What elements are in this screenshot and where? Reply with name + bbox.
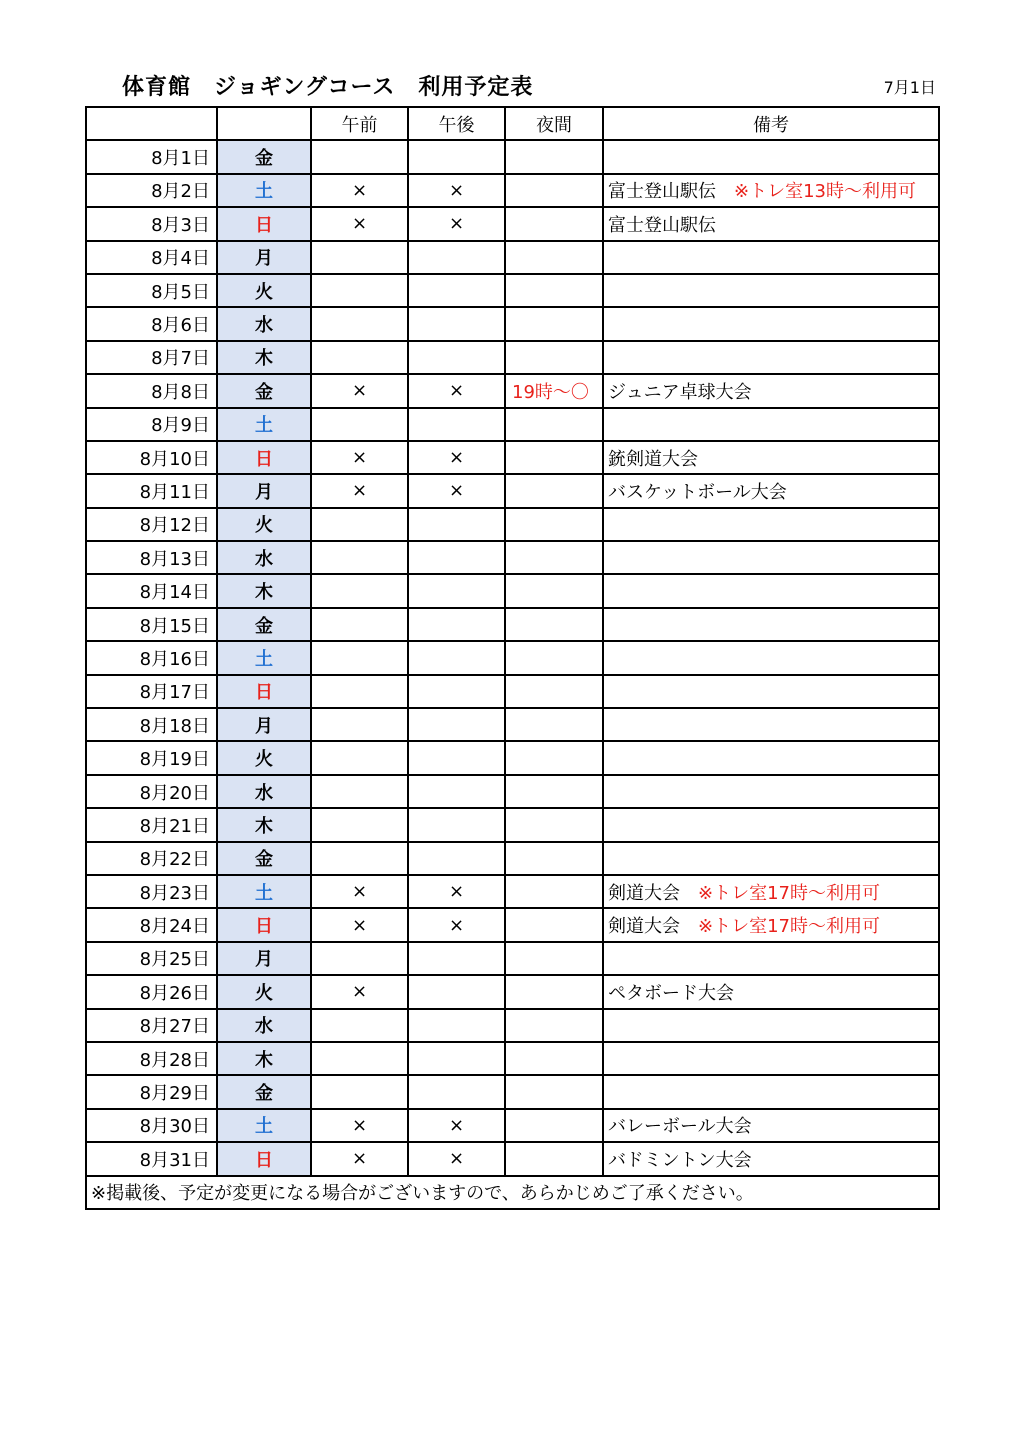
afternoon-cell bbox=[408, 508, 505, 541]
night-cell bbox=[505, 541, 603, 574]
notes-cell bbox=[603, 842, 939, 875]
night-cell bbox=[505, 608, 603, 641]
afternoon-cell bbox=[408, 775, 505, 808]
afternoon-cell bbox=[408, 708, 505, 741]
date-cell: 8月23日 bbox=[86, 875, 217, 908]
night-cell bbox=[505, 775, 603, 808]
notes-cell bbox=[603, 474, 939, 507]
table-row bbox=[86, 608, 939, 641]
note-text: 富士登山駅伝 bbox=[608, 214, 716, 236]
weekday-cell: 火 bbox=[217, 508, 311, 541]
night-cell bbox=[505, 508, 603, 541]
notes-cell bbox=[603, 508, 939, 541]
table-row bbox=[86, 975, 939, 1008]
morning-cell: × bbox=[311, 975, 408, 1008]
notes-cell bbox=[603, 574, 939, 607]
afternoon-cell: × bbox=[408, 875, 505, 908]
afternoon-cell: × bbox=[408, 1109, 505, 1142]
note-warning: ※トレ室17時～利用可 bbox=[698, 916, 880, 938]
night-cell bbox=[505, 1009, 603, 1042]
morning-cell bbox=[311, 508, 408, 541]
header-row bbox=[86, 107, 939, 140]
weekday-cell: 日 bbox=[217, 441, 311, 474]
morning-cell: × bbox=[311, 1142, 408, 1175]
night-cell bbox=[505, 908, 603, 941]
night-cell bbox=[505, 174, 603, 207]
notes-cell bbox=[603, 1142, 939, 1175]
note-text: 剣道大会 bbox=[608, 882, 698, 904]
notes-cell bbox=[603, 608, 939, 641]
table-row bbox=[86, 1109, 939, 1142]
afternoon-cell bbox=[408, 1075, 505, 1108]
morning-cell bbox=[311, 1075, 408, 1108]
footer-row bbox=[86, 1176, 939, 1209]
notes-cell bbox=[603, 808, 939, 841]
weekday-cell: 金 bbox=[217, 842, 311, 875]
weekday-cell: 月 bbox=[217, 708, 311, 741]
table-row bbox=[86, 341, 939, 374]
night-cell bbox=[505, 708, 603, 741]
morning-cell bbox=[311, 307, 408, 340]
notes-cell bbox=[603, 708, 939, 741]
night-cell bbox=[505, 842, 603, 875]
notes-cell bbox=[603, 675, 939, 708]
morning-cell bbox=[311, 741, 408, 774]
table-row bbox=[86, 708, 939, 741]
table-row bbox=[86, 441, 939, 474]
afternoon-cell bbox=[408, 1042, 505, 1075]
notes-cell bbox=[603, 307, 939, 340]
table-row bbox=[86, 574, 939, 607]
weekday-cell: 金 bbox=[217, 1075, 311, 1108]
morning-cell bbox=[311, 808, 408, 841]
note-text: ジュニア卓球大会 bbox=[608, 381, 752, 403]
night-cell bbox=[505, 675, 603, 708]
date-cell: 8月10日 bbox=[86, 441, 217, 474]
morning-cell: × bbox=[311, 875, 408, 908]
afternoon-cell bbox=[408, 842, 505, 875]
note-text: バドミントン大会 bbox=[608, 1149, 752, 1171]
morning-cell: × bbox=[311, 207, 408, 240]
weekday-cell: 土 bbox=[217, 408, 311, 441]
date-cell: 8月29日 bbox=[86, 1075, 217, 1108]
afternoon-cell: × bbox=[408, 441, 505, 474]
table-row bbox=[86, 140, 939, 173]
morning-cell bbox=[311, 541, 408, 574]
weekday-cell: 木 bbox=[217, 1042, 311, 1075]
date-cell: 8月3日 bbox=[86, 207, 217, 240]
notes-cell bbox=[603, 1042, 939, 1075]
morning-cell bbox=[311, 641, 408, 674]
table-row bbox=[86, 541, 939, 574]
note-warning: ※トレ室13時～利用可 bbox=[734, 181, 916, 203]
night-cell bbox=[505, 241, 603, 274]
date-cell: 8月9日 bbox=[86, 408, 217, 441]
notes-cell bbox=[603, 341, 939, 374]
notes-cell bbox=[603, 441, 939, 474]
notes-cell bbox=[603, 942, 939, 975]
table-row bbox=[86, 508, 939, 541]
table-row bbox=[86, 641, 939, 674]
date-cell: 8月13日 bbox=[86, 541, 217, 574]
date-cell: 8月30日 bbox=[86, 1109, 217, 1142]
afternoon-cell bbox=[408, 641, 505, 674]
weekday-cell: 日 bbox=[217, 908, 311, 941]
notes-cell bbox=[603, 541, 939, 574]
night-cell bbox=[505, 1109, 603, 1142]
table-row bbox=[86, 1075, 939, 1108]
night-cell bbox=[505, 207, 603, 240]
weekday-cell: 水 bbox=[217, 775, 311, 808]
weekday-cell: 火 bbox=[217, 741, 311, 774]
night-cell bbox=[505, 307, 603, 340]
header-cell-dow bbox=[217, 107, 311, 140]
date-cell: 8月2日 bbox=[86, 174, 217, 207]
night-cell bbox=[505, 741, 603, 774]
afternoon-cell bbox=[408, 1009, 505, 1042]
date-cell: 8月1日 bbox=[86, 140, 217, 173]
night-cell bbox=[505, 641, 603, 674]
morning-cell: × bbox=[311, 908, 408, 941]
note-text: 銃剣道大会 bbox=[608, 448, 698, 470]
date-cell: 8月18日 bbox=[86, 708, 217, 741]
night-cell bbox=[505, 1142, 603, 1175]
notes-cell bbox=[603, 174, 939, 207]
afternoon-cell: × bbox=[408, 207, 505, 240]
weekday-cell: 土 bbox=[217, 174, 311, 207]
notes-cell bbox=[603, 975, 939, 1008]
table-row bbox=[86, 808, 939, 841]
night-cell bbox=[505, 140, 603, 173]
morning-cell bbox=[311, 574, 408, 607]
weekday-cell: 月 bbox=[217, 474, 311, 507]
night-cell: 19時～〇 bbox=[505, 374, 603, 407]
notes-cell bbox=[603, 374, 939, 407]
morning-cell bbox=[311, 408, 408, 441]
date-cell: 8月31日 bbox=[86, 1142, 217, 1175]
schedule-table bbox=[85, 106, 940, 1210]
afternoon-cell bbox=[408, 408, 505, 441]
night-cell bbox=[505, 341, 603, 374]
notes-cell bbox=[603, 908, 939, 941]
note-warning: ※トレ室17時～利用可 bbox=[698, 882, 880, 904]
morning-cell bbox=[311, 241, 408, 274]
notes-cell bbox=[603, 1009, 939, 1042]
notes-cell bbox=[603, 1109, 939, 1142]
weekday-cell: 金 bbox=[217, 374, 311, 407]
header-cell-pm: 午後 bbox=[408, 107, 505, 140]
issue-date: 7月1日 bbox=[883, 78, 936, 97]
weekday-cell: 火 bbox=[217, 274, 311, 307]
weekday-cell: 水 bbox=[217, 307, 311, 340]
table-row bbox=[86, 241, 939, 274]
night-cell bbox=[505, 975, 603, 1008]
table-row bbox=[86, 741, 939, 774]
night-cell bbox=[505, 441, 603, 474]
notes-cell bbox=[603, 274, 939, 307]
date-cell: 8月15日 bbox=[86, 608, 217, 641]
afternoon-cell bbox=[408, 274, 505, 307]
table-row bbox=[86, 408, 939, 441]
afternoon-cell bbox=[408, 541, 505, 574]
header-cell-am: 午前 bbox=[311, 107, 408, 140]
table-row bbox=[86, 775, 939, 808]
notes-cell bbox=[603, 875, 939, 908]
table-row bbox=[86, 875, 939, 908]
note-text: 剣道大会 bbox=[608, 916, 698, 938]
afternoon-cell bbox=[408, 574, 505, 607]
afternoon-cell bbox=[408, 140, 505, 173]
note-text: 富士登山駅伝 bbox=[608, 181, 734, 203]
footer-note: ※掲載後、予定が変更になる場合がございますので、あらかじめご了承ください。 bbox=[86, 1176, 939, 1209]
table-row bbox=[86, 474, 939, 507]
night-cell bbox=[505, 1075, 603, 1108]
night-cell bbox=[505, 808, 603, 841]
table-row bbox=[86, 207, 939, 240]
table-row bbox=[86, 1009, 939, 1042]
weekday-cell: 火 bbox=[217, 975, 311, 1008]
note-text: バスケットボール大会 bbox=[608, 481, 787, 503]
date-cell: 8月19日 bbox=[86, 741, 217, 774]
afternoon-cell bbox=[408, 307, 505, 340]
weekday-cell: 木 bbox=[217, 341, 311, 374]
notes-cell bbox=[603, 207, 939, 240]
morning-cell bbox=[311, 775, 408, 808]
header-cell-date bbox=[86, 107, 217, 140]
table-row bbox=[86, 1142, 939, 1175]
afternoon-cell: × bbox=[408, 1142, 505, 1175]
weekday-cell: 月 bbox=[217, 241, 311, 274]
morning-cell: × bbox=[311, 374, 408, 407]
weekday-cell: 木 bbox=[217, 574, 311, 607]
morning-cell bbox=[311, 708, 408, 741]
date-cell: 8月24日 bbox=[86, 908, 217, 941]
date-cell: 8月16日 bbox=[86, 641, 217, 674]
morning-cell bbox=[311, 608, 408, 641]
morning-cell: × bbox=[311, 441, 408, 474]
morning-cell: × bbox=[311, 1109, 408, 1142]
date-cell: 8月12日 bbox=[86, 508, 217, 541]
date-cell: 8月8日 bbox=[86, 374, 217, 407]
table-row bbox=[86, 307, 939, 340]
morning-cell bbox=[311, 341, 408, 374]
header-cell-notes: 備考 bbox=[603, 107, 939, 140]
date-cell: 8月26日 bbox=[86, 975, 217, 1008]
weekday-cell: 日 bbox=[217, 207, 311, 240]
weekday-cell: 日 bbox=[217, 675, 311, 708]
page-title: 体育館 ジョギングコース 利用予定表 bbox=[122, 75, 534, 100]
morning-cell bbox=[311, 842, 408, 875]
date-cell: 8月14日 bbox=[86, 574, 217, 607]
table-row bbox=[86, 274, 939, 307]
afternoon-cell bbox=[408, 975, 505, 1008]
date-cell: 8月25日 bbox=[86, 942, 217, 975]
table-row bbox=[86, 942, 939, 975]
morning-cell bbox=[311, 1009, 408, 1042]
table-row bbox=[86, 374, 939, 407]
table-row bbox=[86, 842, 939, 875]
date-cell: 8月5日 bbox=[86, 274, 217, 307]
morning-cell bbox=[311, 675, 408, 708]
date-cell: 8月6日 bbox=[86, 307, 217, 340]
afternoon-cell bbox=[408, 808, 505, 841]
afternoon-cell bbox=[408, 608, 505, 641]
afternoon-cell bbox=[408, 675, 505, 708]
weekday-cell: 土 bbox=[217, 1109, 311, 1142]
afternoon-cell bbox=[408, 241, 505, 274]
date-cell: 8月11日 bbox=[86, 474, 217, 507]
date-cell: 8月22日 bbox=[86, 842, 217, 875]
note-text: ペタボード大会 bbox=[608, 982, 734, 1004]
night-cell bbox=[505, 274, 603, 307]
table-row bbox=[86, 174, 939, 207]
afternoon-cell: × bbox=[408, 374, 505, 407]
date-cell: 8月21日 bbox=[86, 808, 217, 841]
notes-cell bbox=[603, 241, 939, 274]
morning-cell bbox=[311, 1042, 408, 1075]
morning-cell bbox=[311, 274, 408, 307]
table-row bbox=[86, 1042, 939, 1075]
night-cell bbox=[505, 474, 603, 507]
afternoon-cell: × bbox=[408, 174, 505, 207]
weekday-cell: 土 bbox=[217, 875, 311, 908]
weekday-cell: 金 bbox=[217, 140, 311, 173]
weekday-cell: 月 bbox=[217, 942, 311, 975]
table-row bbox=[86, 675, 939, 708]
morning-cell bbox=[311, 942, 408, 975]
night-cell bbox=[505, 408, 603, 441]
night-cell bbox=[505, 1042, 603, 1075]
afternoon-cell: × bbox=[408, 474, 505, 507]
note-text: バレーボール大会 bbox=[608, 1116, 752, 1138]
morning-cell: × bbox=[311, 174, 408, 207]
weekday-cell: 水 bbox=[217, 1009, 311, 1042]
date-cell: 8月20日 bbox=[86, 775, 217, 808]
morning-cell: × bbox=[311, 474, 408, 507]
weekday-cell: 水 bbox=[217, 541, 311, 574]
afternoon-cell: × bbox=[408, 908, 505, 941]
night-cell bbox=[505, 875, 603, 908]
afternoon-cell bbox=[408, 741, 505, 774]
notes-cell bbox=[603, 641, 939, 674]
night-cell bbox=[505, 942, 603, 975]
date-cell: 8月27日 bbox=[86, 1009, 217, 1042]
afternoon-cell bbox=[408, 942, 505, 975]
header-cell-night: 夜間 bbox=[505, 107, 603, 140]
weekday-cell: 土 bbox=[217, 641, 311, 674]
notes-cell bbox=[603, 1075, 939, 1108]
notes-cell bbox=[603, 140, 939, 173]
night-cell bbox=[505, 574, 603, 607]
weekday-cell: 木 bbox=[217, 808, 311, 841]
date-cell: 8月4日 bbox=[86, 241, 217, 274]
weekday-cell: 日 bbox=[217, 1142, 311, 1175]
date-cell: 8月17日 bbox=[86, 675, 217, 708]
notes-cell bbox=[603, 741, 939, 774]
notes-cell bbox=[603, 408, 939, 441]
weekday-cell: 金 bbox=[217, 608, 311, 641]
morning-cell bbox=[311, 140, 408, 173]
afternoon-cell bbox=[408, 341, 505, 374]
table-row bbox=[86, 908, 939, 941]
date-cell: 8月7日 bbox=[86, 341, 217, 374]
date-cell: 8月28日 bbox=[86, 1042, 217, 1075]
notes-cell bbox=[603, 775, 939, 808]
